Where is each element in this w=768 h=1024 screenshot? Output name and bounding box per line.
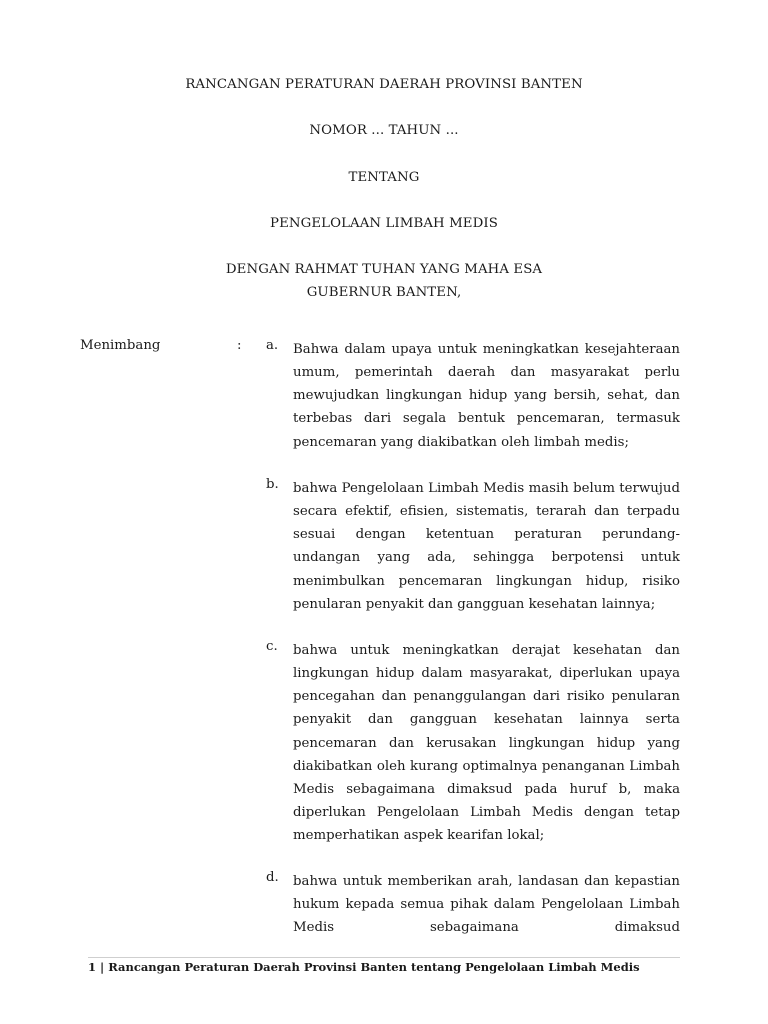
item-text: Bahwa dalam upaya untuk meningkatkan kesejahteraan umum, pemerintah daerah dan masyarakat perlu mewujudkan lingkungan hidup yang bersih, sehat, dan terbebas dari segala bentuk pencemaran, termasuk pencemaran yang diakibatkan oleh limbah medis;: [293, 342, 680, 450]
considerations-label: Menimbang: [80, 338, 161, 353]
document-about: TENTANG: [348, 170, 420, 185]
item-letter: b.: [266, 477, 279, 492]
document-governor: GUBERNUR BANTEN,: [306, 285, 462, 300]
item-letter: c.: [266, 639, 278, 654]
item-text: bahwa Pengelolaan Limbah Medis masih belum terwujud secara efektif, efisien, sistematis, terarah dan terpadu sesuai dengan ketentuan peraturan perundang-undangan yang ada, sehingga berpotensi untuk menimbulkan pencemaran lingkungan hidup, risiko penularan penyakit dan gangguan kesehatan lainnya;: [293, 481, 680, 612]
item-text: bahwa untuk memberikan arah, landasan dan kepastian hukum kepada semua pihak dalam Pengelolaan Limbah Medis sebagaimana dimaksud: [293, 874, 680, 936]
document-subject: PENGELOLAAN LIMBAH MEDIS: [270, 216, 498, 231]
page-footer: 1 | Rancangan Peraturan Daerah Provinsi Banten tentang Pengelolaan Limbah Medis: [88, 960, 640, 974]
footer-divider: [88, 957, 680, 958]
considerations-colon: :: [237, 338, 242, 353]
document-title: RANCANGAN PERATURAN DAERAH PROVINSI BANTEN: [185, 77, 583, 92]
item-letter: a.: [266, 338, 279, 353]
document-number: NOMOR ... TAHUN ...: [309, 123, 459, 138]
document-preamble: DENGAN RAHMAT TUHAN YANG MAHA ESA: [225, 262, 543, 277]
item-letter: d.: [266, 870, 279, 885]
item-text: bahwa untuk meningkatkan derajat kesehatan dan lingkungan hidup dalam masyarakat, diperlukan upaya pencegahan dan penanggulangan dari risiko penularan penyakit dan gangguan kesehatan lainnya serta pencemaran dan kerusakan lingkungan hidup yang diakibatkan oleh kurang optimalnya penanganan Limbah Medis sebagaimana dimaksud pada huruf b, maka diperlukan Pengelolaan Limbah Medis dengan tetap memperhatikan aspek kearifan lokal;: [293, 643, 680, 844]
